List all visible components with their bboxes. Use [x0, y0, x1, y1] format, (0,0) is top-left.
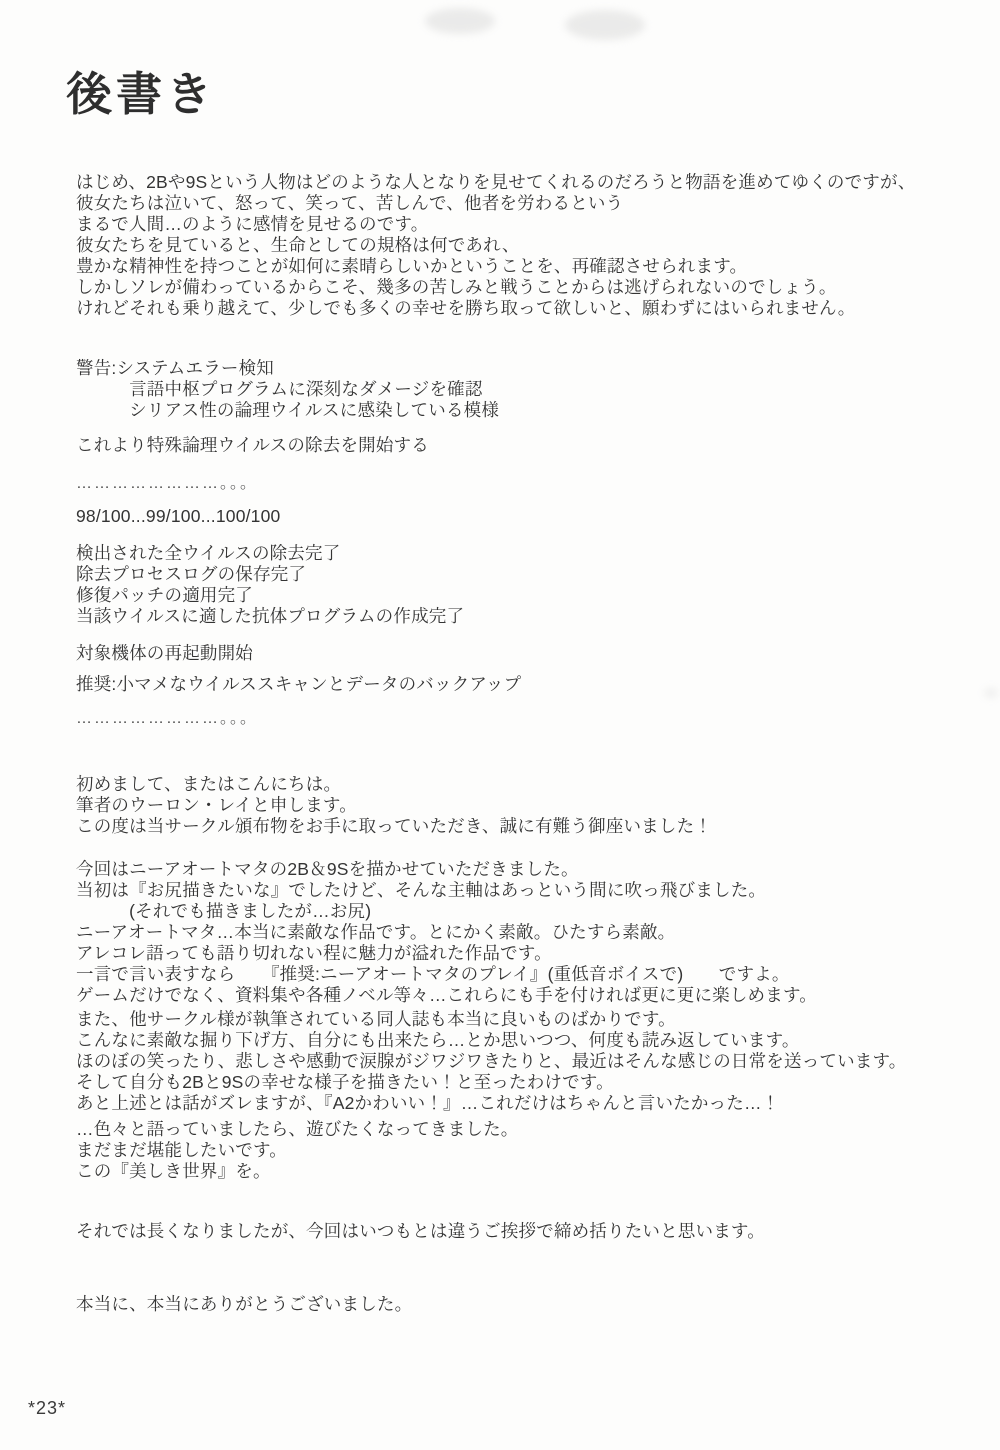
afterword-body-text — [76, 172, 970, 1315]
text-line: 検出された全ウイルスの除去完了 — [76, 543, 341, 563]
text-line: アレコレ語っても語り切れない程に魅力が溢れた作品です。 — [76, 943, 552, 963]
text-line: ゲームだけでなく、資料集や各種ノベル等々…これらにも手を付ければ更に更に楽しめます。 — [76, 985, 817, 1005]
text-line: 推奨:小マメなウイルススキャンとデータのバックアップ — [76, 674, 522, 694]
text-line: ほのぼの笑ったり、悲しさや感動で涙腺がジワジワきたりと、最近はそんな感じの日常を送っています。 — [76, 1051, 907, 1071]
section-virus-removal-start — [76, 435, 970, 456]
page-number: *23* — [28, 1398, 67, 1418]
text-line: 当該ウイルスに適した抗体プログラムの作成完了 — [76, 606, 465, 626]
text-line: シリアス性の論理ウイルスに感染している模様 — [76, 400, 500, 420]
section-dots-2 — [76, 708, 970, 729]
section-system-warning — [76, 358, 970, 421]
text-line: けれどそれも乗り越えて、少しでも多くの幸せを勝ち取って欲しいと、願わずにはいられません。 — [76, 298, 856, 318]
text-line: 対象機体の再起動開始 — [76, 643, 253, 663]
section-about-work — [76, 859, 970, 1006]
text-line: 一言で言い表すなら 『推奨:ニーアオートマタのプレイ』(重低音ボイスで) ですよ。 — [76, 964, 790, 984]
section-community — [76, 1009, 970, 1114]
section-thanks — [76, 1294, 970, 1315]
text-line: 98/100...99/100...100/100 — [76, 506, 281, 526]
section-removal-results — [76, 543, 970, 627]
section-dots-1 — [76, 473, 970, 494]
text-line: 警告:システムエラー検知 — [76, 358, 275, 378]
text-line: (それでも描きましたが…お尻) — [76, 901, 372, 921]
text-line: しかしソレが備わっているからこそ、幾多の苦しみと戦うことからは逃げられないのでしょう。 — [76, 277, 837, 297]
text-line: …色々と語っていましたら、遊びたくなってきました。 — [76, 1119, 519, 1139]
text-line: こんなに素敵な掘り下げ方、自分にも出来たら…とか思いつつ、何度も読み返しています。 — [76, 1030, 800, 1050]
text-line: それでは長くなりましたが、今回はいつもとは違うご挨拶で締め括りたいと思います。 — [76, 1221, 765, 1241]
section-reflection — [76, 1119, 970, 1182]
text-line: これより特殊論理ウイルスの除去を開始する — [76, 435, 429, 455]
scan-smudge — [984, 688, 998, 698]
text-line: 筆者のウーロン・レイと申します。 — [76, 795, 357, 815]
text-line: 修復パッチの適用完了 — [76, 585, 253, 605]
text-line: そして自分も2Bと9Sの幸せな様子を描きたい！と至ったわけです。 — [76, 1072, 614, 1092]
text-line: あと上述とは話がズレますが、『A2かわいい！』…これだけはちゃんと言いたかった…！ — [76, 1093, 780, 1113]
text-line: まるで人間…のように感情を見せるのです。 — [76, 214, 429, 234]
text-line: この『美しき世界』を。 — [76, 1161, 271, 1181]
section-progress — [76, 506, 970, 527]
text-line: 彼女たちを見ていると、生命としての規格は何であれ、 — [76, 235, 520, 255]
text-line: 本当に、本当にありがとうございました。 — [76, 1294, 413, 1314]
text-line: ……………………。。。 — [76, 710, 259, 727]
text-line: この度は当サークル頒布物をお手に取っていただき、誠に有難う御座いました！ — [76, 816, 712, 836]
section-greeting — [76, 774, 970, 837]
text-line: 除去プロセスログの保存完了 — [76, 564, 307, 584]
text-line: ニーアオートマタ…本当に素敵な作品です。とにかく素敵。ひたすら素敵。 — [76, 922, 676, 942]
text-line: ……………………。。。 — [76, 475, 259, 492]
page-title: 後書き — [66, 68, 216, 120]
text-line: はじめ、2Bや9Sという人物はどのような人となりを見せてくれるのだろうと物語を進めてゆくのですが、 — [76, 172, 916, 192]
scan-smudge — [425, 8, 495, 34]
section-closing — [76, 1221, 970, 1242]
text-line: 当初は『お尻描きたいな』でしたけど、そんな主軸はあっという間に吹っ飛びました。 — [76, 880, 767, 900]
text-line: 豊かな精神性を持つことが如何に素晴らしいかということを、再確認させられます。 — [76, 256, 748, 276]
section-recommendation — [76, 674, 970, 695]
text-line: 今回はニーアオートマタの2B＆9Sを描かせていただきました。 — [76, 859, 579, 879]
section-reboot — [76, 643, 970, 664]
scan-smudge — [565, 10, 645, 40]
text-line: また、他サークル様が執筆されている同人誌も本当に良いものばかりです。 — [76, 1009, 676, 1029]
text-line: まだまだ堪能したいです。 — [76, 1140, 287, 1160]
section-intro — [76, 172, 970, 319]
text-line: 言語中枢プログラムに深刻なダメージを確認 — [76, 379, 483, 399]
text-line: 彼女たちは泣いて、怒って、笑って、苦しんで、他者を労わるという — [76, 193, 624, 213]
text-line: 初めまして、またはこんにちは。 — [76, 774, 342, 794]
